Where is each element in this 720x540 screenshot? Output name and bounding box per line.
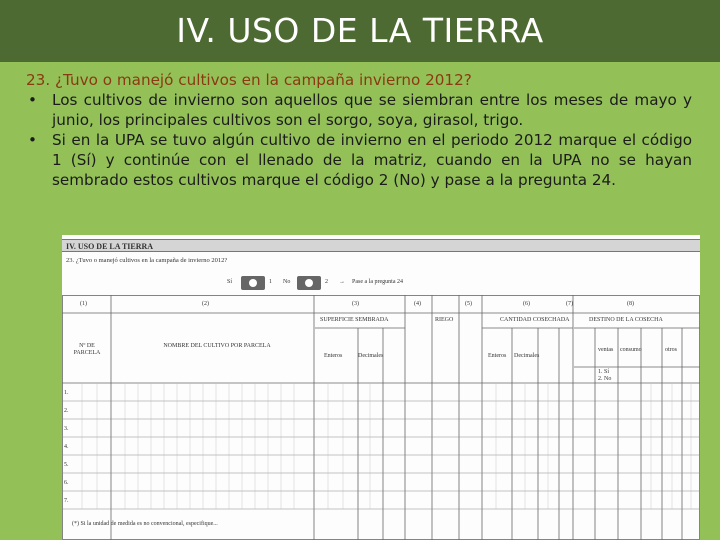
form-question: 23. ¿Tuvo o manejó cultivos en la campaña de invierno 2012? (66, 257, 228, 264)
bullet-2-text: Si en la UPA se tuvo algún cultivo de invierno en el periodo 2012 marque el código 1 (Sí) y continúe con el llenado de la matriz, cuando en la UPA no se hayan sembrado estos cultivos marque el código 2 (No) y pase a la pregunta 24. (52, 131, 692, 189)
col-number-7: (7) (566, 301, 573, 307)
header-no: 2. No (598, 376, 612, 382)
arrow-icon: → (339, 279, 345, 285)
header-decimales: Decimales (358, 353, 384, 359)
bullet-marker: • (28, 131, 37, 149)
slide-title: IV. USO DE LA TIERRA (176, 11, 544, 50)
form-footnote: (*) Si la unidad de medida es no convencional, especifique... (72, 521, 218, 527)
header-n-parcela: Nº DE PARCELA (73, 343, 101, 356)
option-si-code: 1 (269, 279, 272, 285)
col-number-6: (6) (523, 301, 530, 307)
option-no-box (297, 276, 321, 290)
option-si-box (241, 276, 265, 290)
form-grid (62, 295, 700, 540)
row-number-6: 6. (64, 480, 69, 486)
bullet-marker: • (28, 91, 37, 109)
row-number-4: 4. (64, 444, 69, 450)
option-no-code: 2 (325, 279, 328, 285)
header-superficie: SUPERFICIE SEMBRADA (320, 317, 389, 323)
header-decimales-2: Decimales (514, 353, 540, 359)
slide-text (26, 70, 692, 190)
header-riego: RIEGO (435, 317, 454, 323)
col-number-4: (4) (414, 301, 421, 307)
bullet-1 (26, 90, 692, 130)
header-cultivo: NOMBRE DEL CULTIVO POR PARCELA (163, 343, 271, 349)
header-otros: otros (665, 347, 677, 353)
col-number-5: (5) (465, 301, 472, 307)
form-header: IV. USO DE LA TIERRA (62, 239, 700, 252)
header-cantidad: CANTIDAD COSECHADA (500, 317, 570, 323)
col-number-3: (3) (352, 301, 359, 307)
col-number-8: (8) (627, 301, 634, 307)
row-number-5: 5. (64, 462, 69, 468)
row-number-7: 7. (64, 498, 69, 504)
option-no-label: No (283, 279, 291, 285)
header-consumo: consumo (620, 347, 642, 353)
header-enteros-2: Enteros (488, 353, 507, 359)
option-si-label: Sí (227, 279, 233, 285)
row-number-3: 3. (64, 426, 69, 432)
col-number-1: (1) (80, 301, 87, 307)
header-enteros: Enteros (324, 353, 343, 359)
header-ventas: ventas (598, 347, 614, 353)
questionnaire-form-image (62, 235, 700, 540)
option-skip: Pase a la pregunta 24 (352, 279, 403, 285)
col-number-2: (2) (202, 301, 209, 307)
bullet-1-text: Los cultivos de invierno son aquellos que se siembran entre los meses de mayo y junio, los principales cultivos son el sorgo, soya, girasol, trigo. (52, 91, 692, 129)
question-text: 23. ¿Tuvo o manejó cultivos en la campaña invierno 2012? (26, 71, 472, 89)
title-bar (0, 0, 720, 62)
row-number-1: 1. (64, 390, 69, 396)
header-si: 1. Sí (598, 369, 610, 375)
bullet-2 (26, 130, 692, 190)
header-destino: DESTINO DE LA COSECHA (589, 317, 663, 323)
row-number-2: 2. (64, 408, 69, 414)
